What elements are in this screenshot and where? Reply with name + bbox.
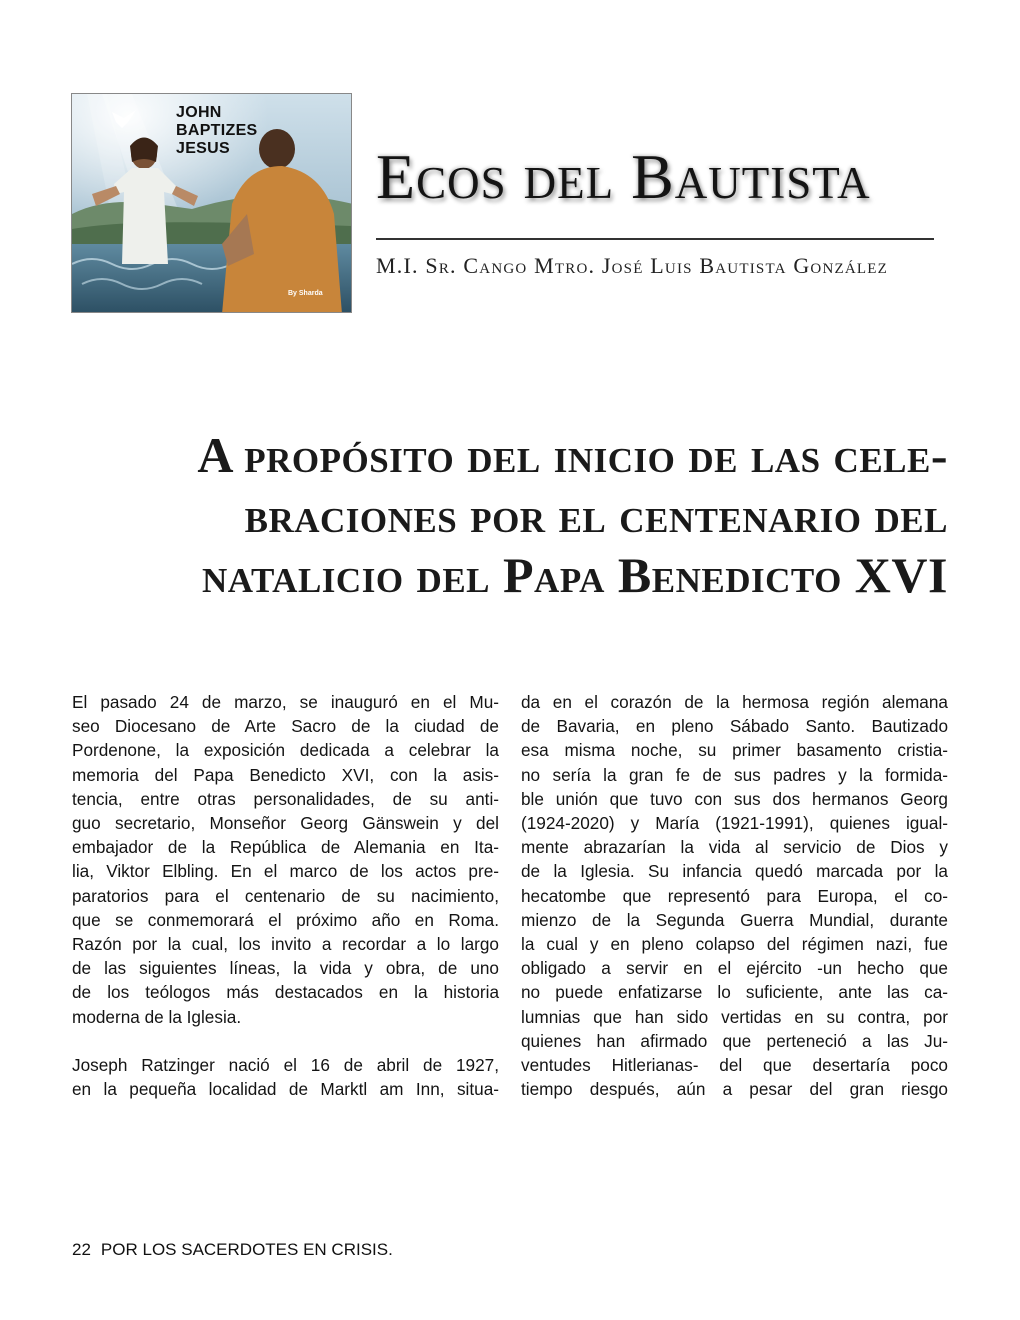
text-line: hecatombe que representó para Europa, el co- [521, 885, 948, 906]
text-line: obligado a servir en el ejército -un hecho que [521, 958, 948, 979]
text-line: ble unión que tuvo con sus dos hermanos Georg [521, 788, 948, 809]
text-line: lumnias que han sido vertidas en su contra, por [521, 1006, 948, 1027]
heading-line: A propósito del inicio de las cele- [197, 427, 948, 483]
text-line: Razón por la cual, los invito a recordar a lo largo [72, 934, 499, 955]
text-line: no sería la gran fe de sus padres y la formida- [521, 764, 948, 785]
image-credit: By Sharda [288, 290, 323, 297]
text-line: Pordenone, la exposición dedicada a celebrar la [72, 740, 499, 761]
heading-line: natalicio del Papa Benedicto XVI [201, 547, 948, 603]
text-line: de Bavaria, en pleno Sábado Santo. Bautizado [521, 716, 948, 737]
column-title: Ecos del Bautista [376, 141, 871, 212]
text-line: moderna de la Iglesia. [72, 1006, 242, 1027]
text-line: la cual y en pleno colapso del régimen nazi, fue [521, 934, 948, 955]
text-line: (1924-2020) y María (1921-1991), quienes igual- [521, 813, 948, 834]
paragraph [521, 690, 948, 1101]
text-line: tencia, entre otras personalidades, de su anti- [72, 788, 499, 809]
text-line: mienzo de la Segunda Guerra Mundial, durante [521, 909, 948, 930]
text-line: tiempo después, aún a pesar del gran riesgo [521, 1079, 948, 1100]
author-byline: M.I. Sr. Cango Mtro. José Luis Bautista González [376, 253, 888, 278]
text-line: seo Diocesano de Arte Sacro de la ciudad de [72, 716, 499, 737]
text-line: de los teólogos más destacados en la historia [72, 982, 499, 1003]
heading-line: braciones por el centenario del [244, 487, 948, 543]
article-column-left [72, 690, 499, 1101]
page-number: 22 [72, 1240, 91, 1259]
text-line: Joseph Ratzinger nació el 16 de abril de 1927, [72, 1054, 499, 1075]
page-footer [72, 1240, 393, 1260]
publication-name: POR LOS SACERDOTES EN CRISIS. [100, 1240, 393, 1259]
image-caption: JOHN BAPTIZES JESUS [176, 104, 258, 157]
text-line: de la Iglesia. Su infancia quedó marcada por la [521, 861, 948, 882]
article-heading [100, 425, 948, 605]
text-line: de las siguientes líneas, la vida y obra, de uno [72, 958, 499, 979]
text-line: esa misma noche, su primer basamento cristia- [521, 740, 948, 761]
text-line: quienes han afirmado que perteneció a las Ju- [521, 1030, 948, 1051]
text-line: lia, Viktor Elbling. En el marco de los actos pre- [72, 861, 499, 882]
text-line: embajador de la República de Alemania en Ita- [72, 837, 499, 858]
text-line: en la pequeña localidad de Marktl am Inn, situa- [72, 1079, 499, 1100]
article-column-right [521, 690, 948, 1101]
baptism-illustration [71, 93, 352, 313]
text-line: paratorios para el centenario de su nacimiento, [72, 885, 499, 906]
text-line: El pasado 24 de marzo, se inauguró en el Mu- [72, 692, 499, 712]
text-line: mente abrazarían la vida al servicio de Dios y [521, 837, 948, 858]
text-line: no puede enfatizarse lo suficiente, ante las ca- [521, 982, 948, 1003]
text-line: da en el corazón de la hermosa región alemana [521, 692, 948, 712]
text-line: memoria del Papa Benedicto XVI, con la asis- [72, 764, 499, 785]
text-line: ventudes Hitlerianas- del que desertaría poco [521, 1055, 948, 1076]
paragraph [72, 1053, 499, 1101]
paragraph [72, 690, 499, 1029]
text-line: guo secretario, Monseñor Georg Gänswein y del [72, 813, 499, 834]
title-divider [376, 238, 934, 240]
text-line: que se conmemorará el próximo año en Roma. [72, 909, 499, 930]
